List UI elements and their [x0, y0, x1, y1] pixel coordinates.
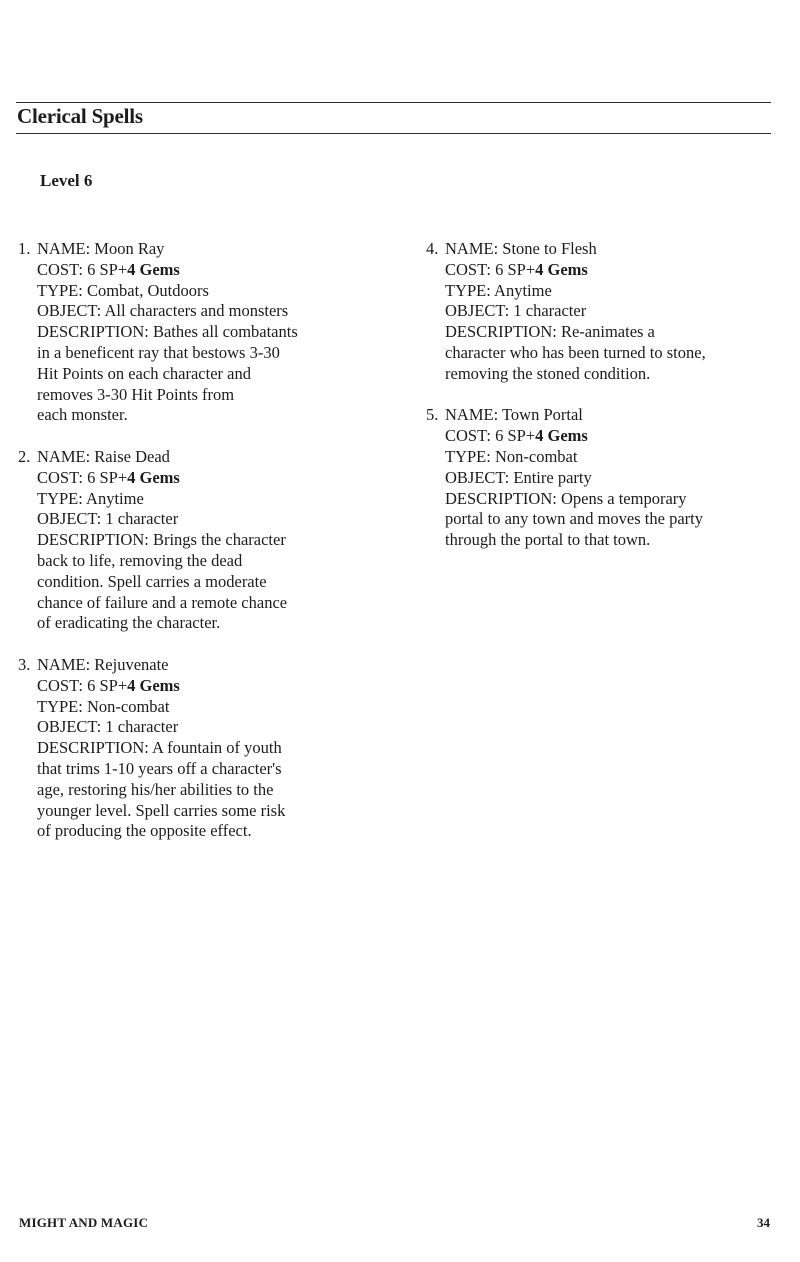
left-column	[18, 239, 368, 863]
spell-description	[445, 322, 776, 384]
spell-number: 3.	[18, 654, 31, 674]
spell-cost-points: COST: 6 SP+	[37, 675, 128, 695]
spell-entry-stone-to-flesh	[426, 239, 776, 385]
spell-cost	[37, 468, 368, 489]
description-line: each monster.	[37, 405, 128, 425]
description-line: that trims 1-10 years off a character's	[37, 758, 282, 778]
spell-entry-moon-ray	[18, 239, 368, 426]
spell-number: 5.	[426, 405, 439, 425]
description-line: age, restoring his/her abilities to the	[37, 779, 274, 799]
spell-type: TYPE: Non-combat	[37, 696, 170, 716]
spell-cost	[445, 260, 776, 281]
spell-entry-town-portal	[426, 405, 776, 551]
spell-object: OBJECT: 1 character	[37, 717, 179, 737]
spell-cost-points: COST: 6 SP+	[37, 259, 128, 279]
spell-description	[37, 530, 368, 634]
spell-type: TYPE: Combat, Outdoors	[37, 280, 209, 300]
section-title: Clerical Spells	[17, 104, 143, 128]
description-line: through the portal to that town.	[445, 530, 651, 550]
description-line: removing the stoned condition.	[445, 363, 651, 383]
spell-name: NAME: Stone to Flesh	[445, 239, 597, 258]
spell-type: TYPE: Anytime	[37, 488, 144, 508]
spell-cost-points: COST: 6 SP+	[445, 259, 536, 279]
spell-entry-rejuvenate	[18, 655, 368, 842]
spell-description	[37, 322, 368, 426]
spell-description	[37, 738, 368, 842]
spell-cost-gems: 4 Gems	[127, 259, 180, 279]
description-line: back to life, removing the dead	[37, 550, 243, 570]
spell-number: 4.	[426, 239, 439, 258]
spell-name: NAME: Rejuvenate	[37, 654, 169, 674]
header-bottom-rule	[16, 133, 771, 134]
spell-entry-raise-dead	[18, 447, 368, 634]
spell-cost-points: COST: 6 SP+	[37, 467, 128, 487]
spell-object: OBJECT: 1 character	[445, 301, 587, 321]
spell-cost-points: COST: 6 SP+	[445, 426, 536, 446]
description-line: of producing the opposite effect.	[37, 821, 252, 841]
description-line: DESCRIPTION: A fountain of youth	[37, 738, 282, 758]
spell-cost	[37, 676, 368, 697]
spell-number: 2.	[18, 446, 31, 466]
spell-number: 1.	[18, 239, 31, 258]
description-line: removes 3-30 Hit Points from	[37, 384, 235, 404]
level-heading: Level 6	[40, 171, 93, 190]
spell-cost-gems: 4 Gems	[127, 675, 180, 695]
description-line: portal to any town and moves the party	[445, 509, 703, 529]
right-column	[426, 239, 776, 572]
footer-page-number: 34	[757, 1215, 770, 1230]
spell-description	[445, 489, 776, 551]
spell-type: TYPE: Anytime	[445, 280, 552, 300]
spell-cost-gems: 4 Gems	[535, 426, 588, 446]
footer-book-title: MIGHT AND MAGIC	[19, 1215, 149, 1230]
description-line: of eradicating the character.	[37, 613, 221, 633]
spell-object: OBJECT: All characters and monsters	[37, 301, 289, 321]
description-line: in a beneficent ray that bestows 3-30	[37, 342, 280, 362]
description-line: DESCRIPTION: Re-animates a	[445, 322, 655, 342]
spell-cost	[445, 426, 776, 447]
description-line: DESCRIPTION: Opens a temporary	[445, 488, 687, 508]
spell-cost-gems: 4 Gems	[127, 467, 180, 487]
spell-cost-gems: 4 Gems	[535, 259, 588, 279]
spell-name: NAME: Moon Ray	[37, 239, 165, 258]
description-line: DESCRIPTION: Brings the character	[37, 530, 286, 550]
header-top-rule	[16, 102, 771, 103]
spell-name: NAME: Town Portal	[445, 405, 583, 425]
spell-cost	[37, 260, 368, 281]
description-line: condition. Spell carries a moderate	[37, 571, 267, 591]
spell-type: TYPE: Non-combat	[445, 446, 578, 466]
description-line: chance of failure and a remote chance	[37, 592, 288, 612]
description-line: character who has been turned to stone,	[445, 342, 706, 362]
spell-object: OBJECT: 1 character	[37, 509, 179, 529]
spell-object: OBJECT: Entire party	[445, 467, 592, 487]
description-line: DESCRIPTION: Bathes all combatants	[37, 322, 298, 342]
description-line: younger level. Spell carries some risk	[37, 800, 286, 820]
description-line: Hit Points on each character and	[37, 363, 251, 383]
spell-name: NAME: Raise Dead	[37, 446, 170, 466]
